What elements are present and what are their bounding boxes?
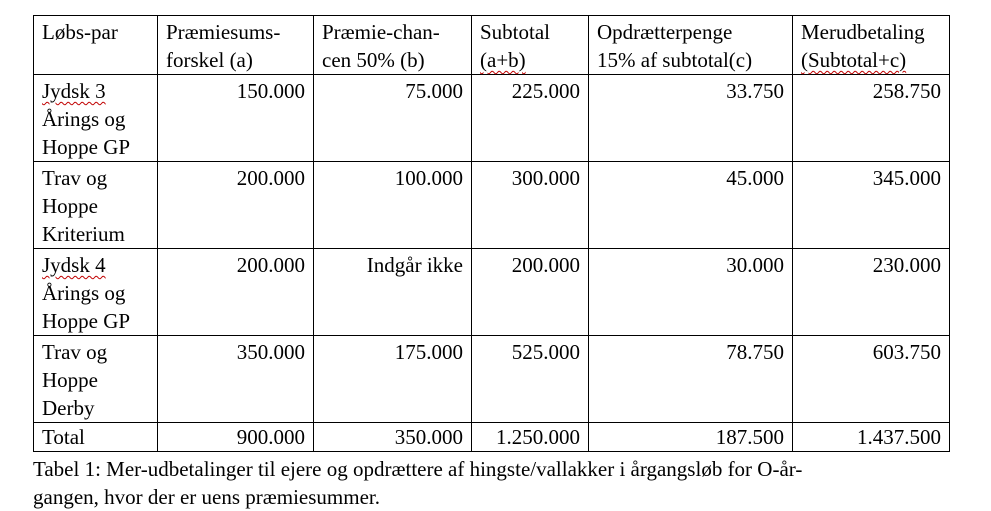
breeder-money-cell: 33.750 (589, 75, 793, 162)
subtotal-cell: 225.000 (472, 75, 589, 162)
extra-payment-cell: 603.750 (793, 336, 950, 423)
total-label: Total (34, 423, 158, 452)
premium-chance-cell: 175.000 (314, 336, 472, 423)
table-row (34, 336, 950, 423)
premium-chance-cell: 100.000 (314, 162, 472, 249)
table-row (34, 75, 950, 162)
total-extra-payment: 1.437.500 (793, 423, 950, 452)
header-premium-chance: Præmie-chan- cen 50% (b) (314, 16, 472, 75)
header-race-pair: Løbs-par (34, 16, 158, 75)
extra-payment-cell: 258.750 (793, 75, 950, 162)
header-breeder-money: Opdrætterpenge 15% af subtotal(c) (589, 16, 793, 75)
race-name-cell: Jydsk 4 Årings og Hoppe GP (34, 249, 158, 336)
premium-diff-cell: 200.000 (158, 249, 314, 336)
payout-table (33, 15, 950, 452)
subtotal-cell: 300.000 (472, 162, 589, 249)
premium-diff-cell: 350.000 (158, 336, 314, 423)
table-row (34, 249, 950, 336)
caption-line: Tabel 1: Mer-udbetalinger til ejere og opdrættere af hingste/vallakker i årgangsløb for O-år- (33, 457, 803, 481)
total-premium-chance: 350.000 (314, 423, 472, 452)
race-name-cell: Trav og Hoppe Derby (34, 336, 158, 423)
total-breeder-money: 187.500 (589, 423, 793, 452)
breeder-money-cell: 30.000 (589, 249, 793, 336)
table-caption (33, 455, 933, 511)
subtotal-cell: 525.000 (472, 336, 589, 423)
document-page (33, 15, 949, 511)
subtotal-cell: 200.000 (472, 249, 589, 336)
header-extra-payment: Merudbetaling (Subtotal+c) (793, 16, 950, 75)
caption-line: gangen, hvor der er uens præmiesummer. (33, 485, 380, 509)
extra-payment-cell: 345.000 (793, 162, 950, 249)
table-total-row (34, 423, 950, 452)
breeder-money-cell: 45.000 (589, 162, 793, 249)
total-subtotal: 1.250.000 (472, 423, 589, 452)
premium-diff-cell: 200.000 (158, 162, 314, 249)
premium-diff-cell: 150.000 (158, 75, 314, 162)
header-premium-diff: Præmiesums- forskel (a) (158, 16, 314, 75)
table-row (34, 162, 950, 249)
premium-chance-cell: Indgår ikke (314, 249, 472, 336)
race-name-cell: Trav og Hoppe Kriterium (34, 162, 158, 249)
total-premium-diff: 900.000 (158, 423, 314, 452)
breeder-money-cell: 78.750 (589, 336, 793, 423)
premium-chance-cell: 75.000 (314, 75, 472, 162)
race-name-cell: Jydsk 3 Årings og Hoppe GP (34, 75, 158, 162)
header-subtotal: Subtotal (a+b) (472, 16, 589, 75)
extra-payment-cell: 230.000 (793, 249, 950, 336)
table-header-row (34, 16, 950, 75)
